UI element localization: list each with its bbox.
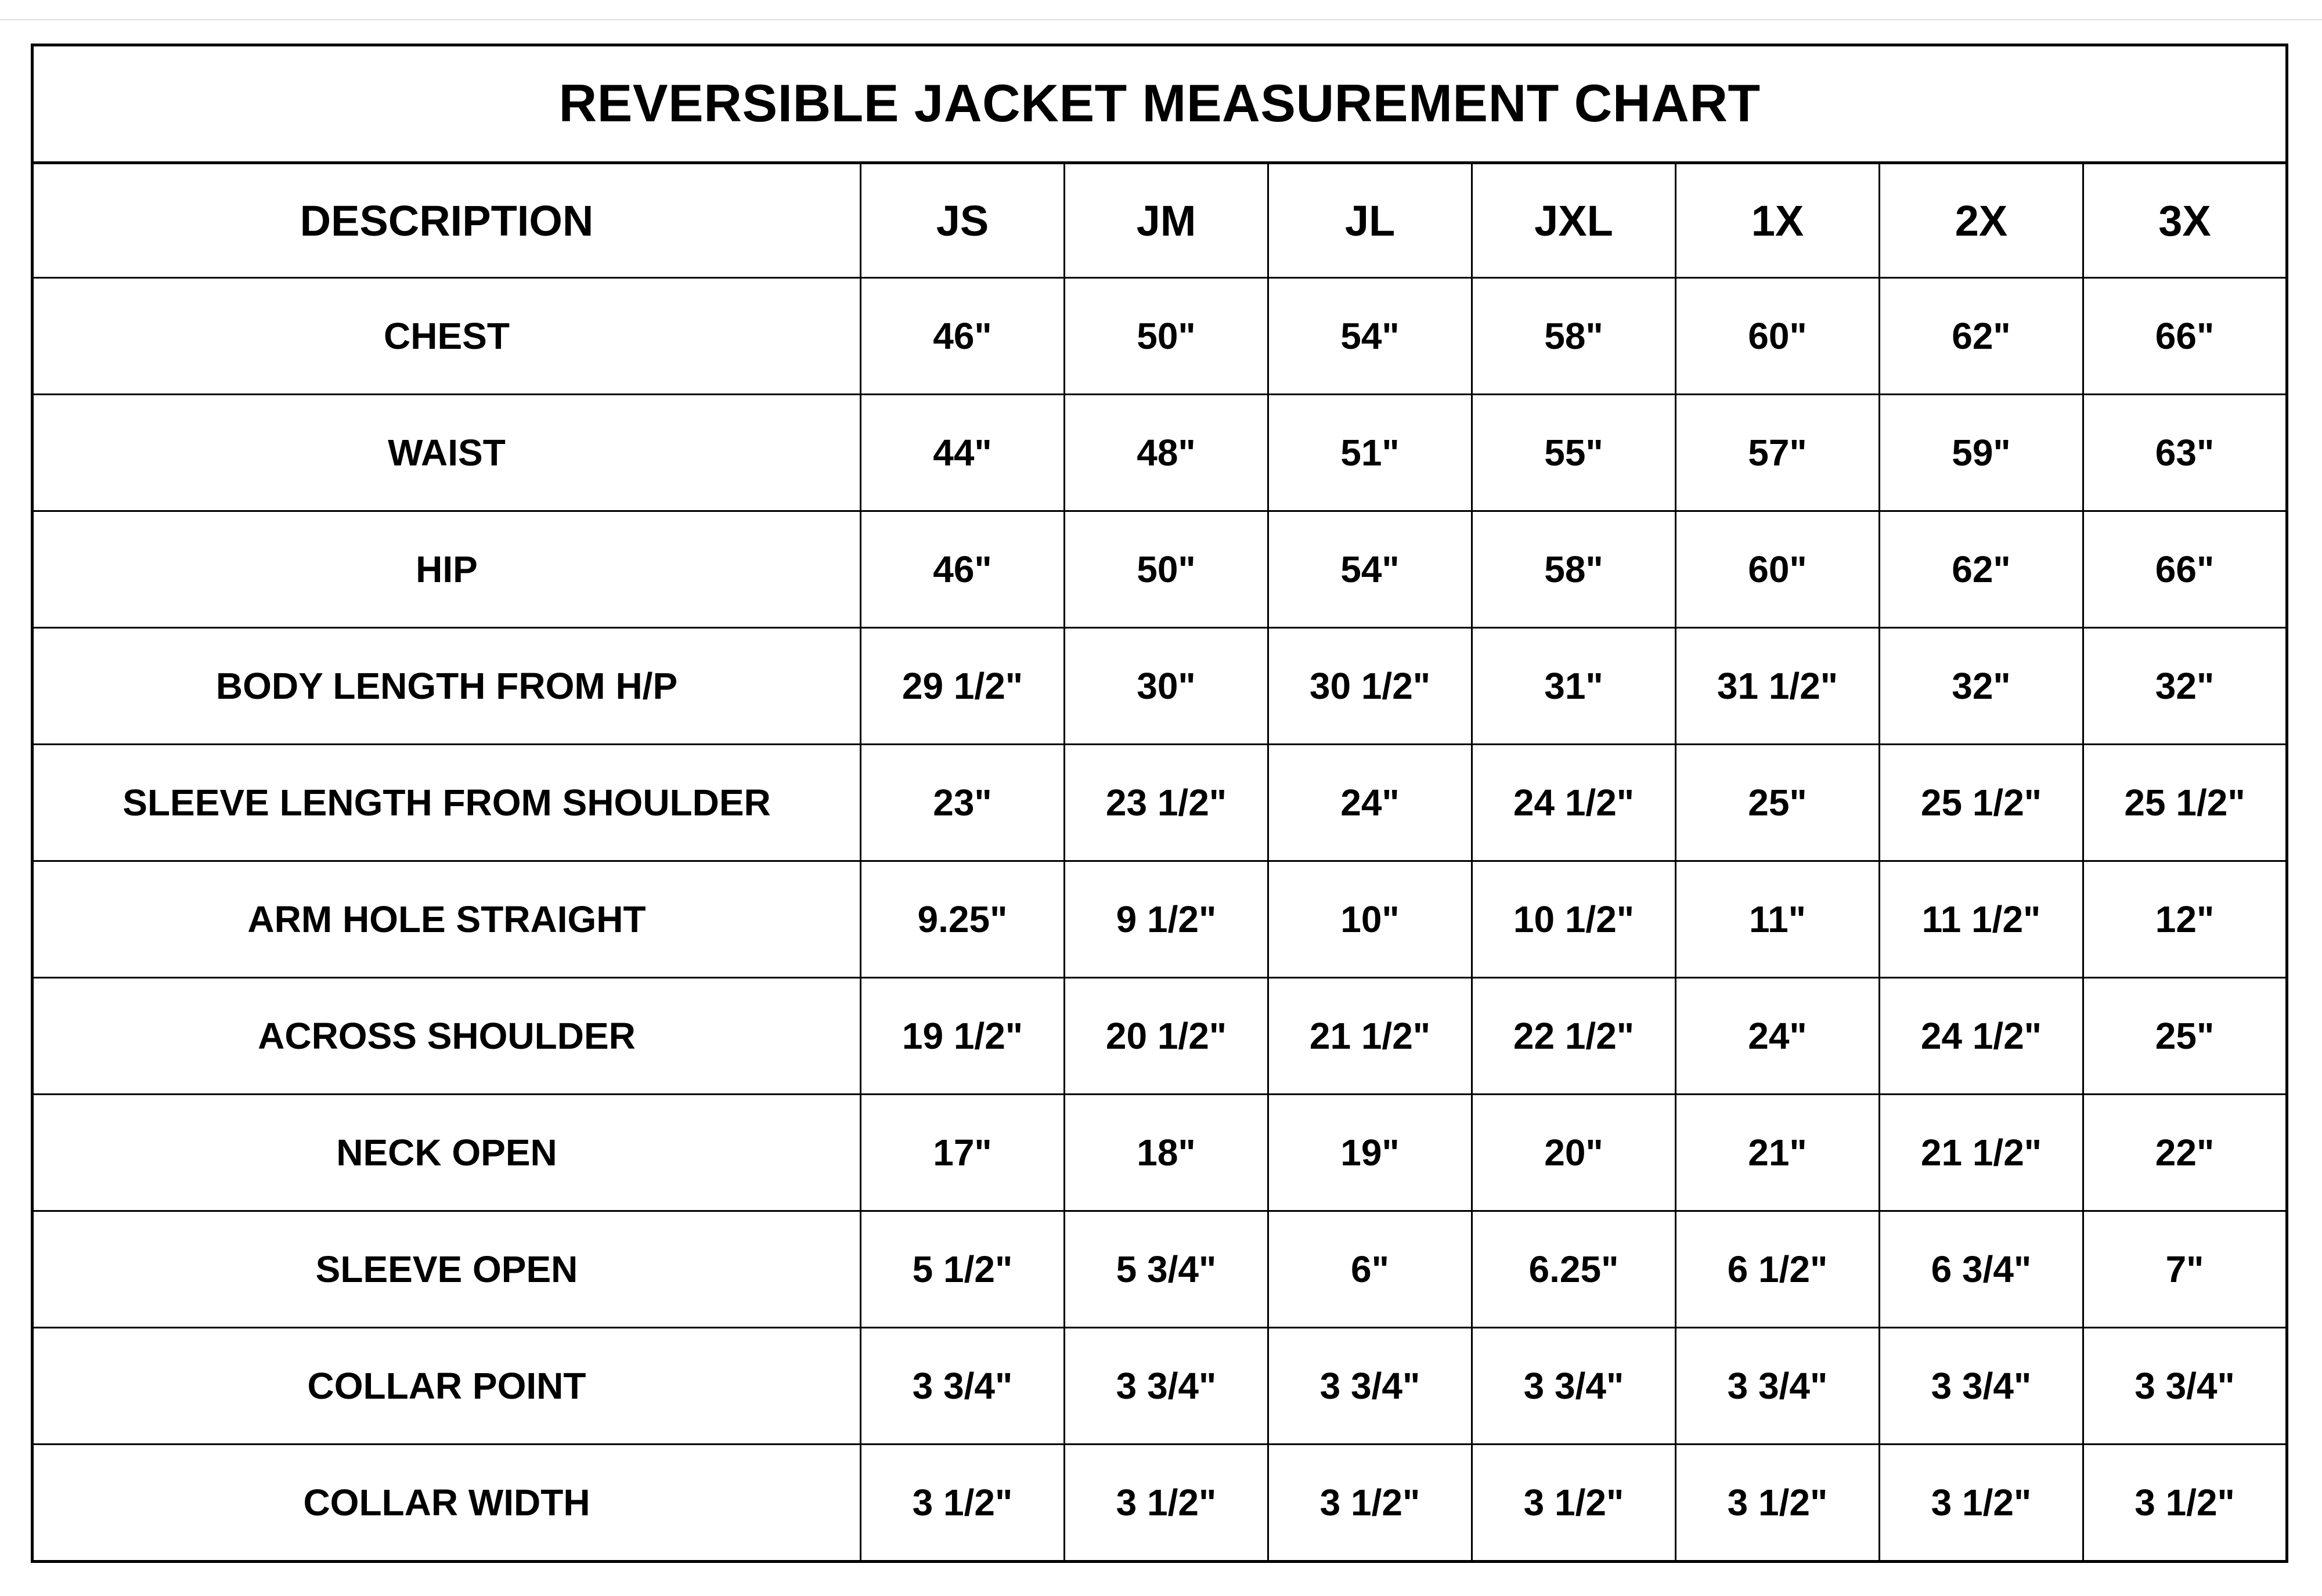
measurement-cell: 44" (861, 395, 1065, 511)
measurement-cell: 24" (1268, 745, 1472, 861)
measurement-cell: 3 1/2" (1676, 1445, 1880, 1562)
measurement-cell: 3 1/2" (2083, 1445, 2287, 1562)
measurement-cell: 63" (2083, 395, 2287, 511)
measurement-cell: 25" (2083, 978, 2287, 1095)
chart-title: REVERSIBLE JACKET MEASUREMENT CHART (33, 45, 2287, 163)
measurement-cell: 22" (2083, 1095, 2287, 1211)
measurement-cell: 31" (1472, 628, 1676, 745)
measurement-cell: 3 3/4" (1880, 1328, 2083, 1445)
row-label: ARM HOLE STRAIGHT (33, 861, 861, 978)
measurement-cell: 19" (1268, 1095, 1472, 1211)
measurement-cell: 51" (1268, 395, 1472, 511)
size-header-row (33, 163, 2287, 278)
measurement-cell: 3 3/4" (1472, 1328, 1676, 1445)
measurement-cell: 24" (1676, 978, 1880, 1095)
measurement-cell: 62" (1880, 278, 2083, 395)
measurement-cell: 21 1/2" (1880, 1095, 2083, 1211)
measurement-cell: 5 1/2" (861, 1211, 1065, 1328)
measurement-cell: 46" (861, 278, 1065, 395)
measurement-cell: 20" (1472, 1095, 1676, 1211)
measurement-cell: 48" (1065, 395, 1268, 511)
table-row (33, 745, 2287, 861)
measurement-cell: 30" (1065, 628, 1268, 745)
measurement-cell: 12" (2083, 861, 2287, 978)
measurement-cell: 9.25" (861, 861, 1065, 978)
column-header-jl: JL (1268, 163, 1472, 278)
table-row (33, 278, 2287, 395)
measurement-cell: 3 1/2" (1472, 1445, 1676, 1562)
measurement-cell: 3 3/4" (1268, 1328, 1472, 1445)
measurement-cell: 6.25" (1472, 1211, 1676, 1328)
table-row (33, 861, 2287, 978)
measurement-cell: 19 1/2" (861, 978, 1065, 1095)
measurement-cell: 10 1/2" (1472, 861, 1676, 978)
column-header-1x: 1X (1676, 163, 1880, 278)
measurement-rows (33, 278, 2287, 1562)
row-label: ACROSS SHOULDER (33, 978, 861, 1095)
column-header-2x: 2X (1880, 163, 2083, 278)
measurement-cell: 25 1/2" (2083, 745, 2287, 861)
measurement-cell: 10" (1268, 861, 1472, 978)
table-row (33, 511, 2287, 628)
measurement-cell: 58" (1472, 278, 1676, 395)
measurement-cell: 3 3/4" (1676, 1328, 1880, 1445)
measurement-cell: 57" (1676, 395, 1880, 511)
row-label: HIP (33, 511, 861, 628)
table-row (33, 1445, 2287, 1562)
measurement-cell: 3 3/4" (1065, 1328, 1268, 1445)
title-row (33, 45, 2287, 163)
measurement-cell: 11" (1676, 861, 1880, 978)
measurement-cell: 17" (861, 1095, 1065, 1211)
column-header-js: JS (861, 163, 1065, 278)
measurement-cell: 6" (1268, 1211, 1472, 1328)
measurement-cell: 54" (1268, 511, 1472, 628)
measurement-cell: 3 1/2" (1268, 1445, 1472, 1562)
measurement-cell: 5 3/4" (1065, 1211, 1268, 1328)
row-label: COLLAR WIDTH (33, 1445, 861, 1562)
measurement-cell: 3 3/4" (2083, 1328, 2287, 1445)
row-label: SLEEVE LENGTH FROM SHOULDER (33, 745, 861, 861)
measurement-cell: 21 1/2" (1268, 978, 1472, 1095)
measurement-chart-table (31, 44, 2288, 1563)
table-row (33, 1095, 2287, 1211)
measurement-cell: 32" (1880, 628, 2083, 745)
measurement-cell: 20 1/2" (1065, 978, 1268, 1095)
column-header-jxl: JXL (1472, 163, 1676, 278)
row-label: COLLAR POINT (33, 1328, 861, 1445)
measurement-cell: 22 1/2" (1472, 978, 1676, 1095)
page-top-divider (0, 19, 2322, 20)
measurement-cell: 50" (1065, 278, 1268, 395)
measurement-cell: 24 1/2" (1472, 745, 1676, 861)
row-label: WAIST (33, 395, 861, 511)
measurement-cell: 7" (2083, 1211, 2287, 1328)
measurement-cell: 11 1/2" (1880, 861, 2083, 978)
table-row (33, 1328, 2287, 1445)
measurement-cell: 3 1/2" (861, 1445, 1065, 1562)
measurement-cell: 32" (2083, 628, 2287, 745)
measurement-cell: 50" (1065, 511, 1268, 628)
measurement-cell: 62" (1880, 511, 2083, 628)
measurement-cell: 23 1/2" (1065, 745, 1268, 861)
measurement-cell: 30 1/2" (1268, 628, 1472, 745)
column-header-jm: JM (1065, 163, 1268, 278)
row-label: BODY LENGTH FROM H/P (33, 628, 861, 745)
measurement-cell: 3 3/4" (861, 1328, 1065, 1445)
measurement-cell: 6 3/4" (1880, 1211, 2083, 1328)
measurement-cell: 3 1/2" (1880, 1445, 2083, 1562)
measurement-cell: 59" (1880, 395, 2083, 511)
measurement-cell: 55" (1472, 395, 1676, 511)
measurement-cell: 23" (861, 745, 1065, 861)
measurement-cell: 60" (1676, 278, 1880, 395)
column-header-description: DESCRIPTION (33, 163, 861, 278)
table-row (33, 395, 2287, 511)
measurement-cell: 21" (1676, 1095, 1880, 1211)
row-label: SLEEVE OPEN (33, 1211, 861, 1328)
table-row (33, 628, 2287, 745)
measurement-cell: 54" (1268, 278, 1472, 395)
measurement-cell: 66" (2083, 511, 2287, 628)
measurement-cell: 24 1/2" (1880, 978, 2083, 1095)
measurement-cell: 46" (861, 511, 1065, 628)
table-row (33, 1211, 2287, 1328)
row-label: CHEST (33, 278, 861, 395)
measurement-cell: 25" (1676, 745, 1880, 861)
measurement-cell: 31 1/2" (1676, 628, 1880, 745)
row-label: NECK OPEN (33, 1095, 861, 1211)
measurement-cell: 6 1/2" (1676, 1211, 1880, 1328)
table-row (33, 978, 2287, 1095)
measurement-cell: 29 1/2" (861, 628, 1065, 745)
measurement-cell: 9 1/2" (1065, 861, 1268, 978)
measurement-cell: 3 1/2" (1065, 1445, 1268, 1562)
measurement-cell: 60" (1676, 511, 1880, 628)
measurement-cell: 66" (2083, 278, 2287, 395)
measurement-cell: 18" (1065, 1095, 1268, 1211)
measurement-cell: 25 1/2" (1880, 745, 2083, 861)
measurement-cell: 58" (1472, 511, 1676, 628)
column-header-3x: 3X (2083, 163, 2287, 278)
